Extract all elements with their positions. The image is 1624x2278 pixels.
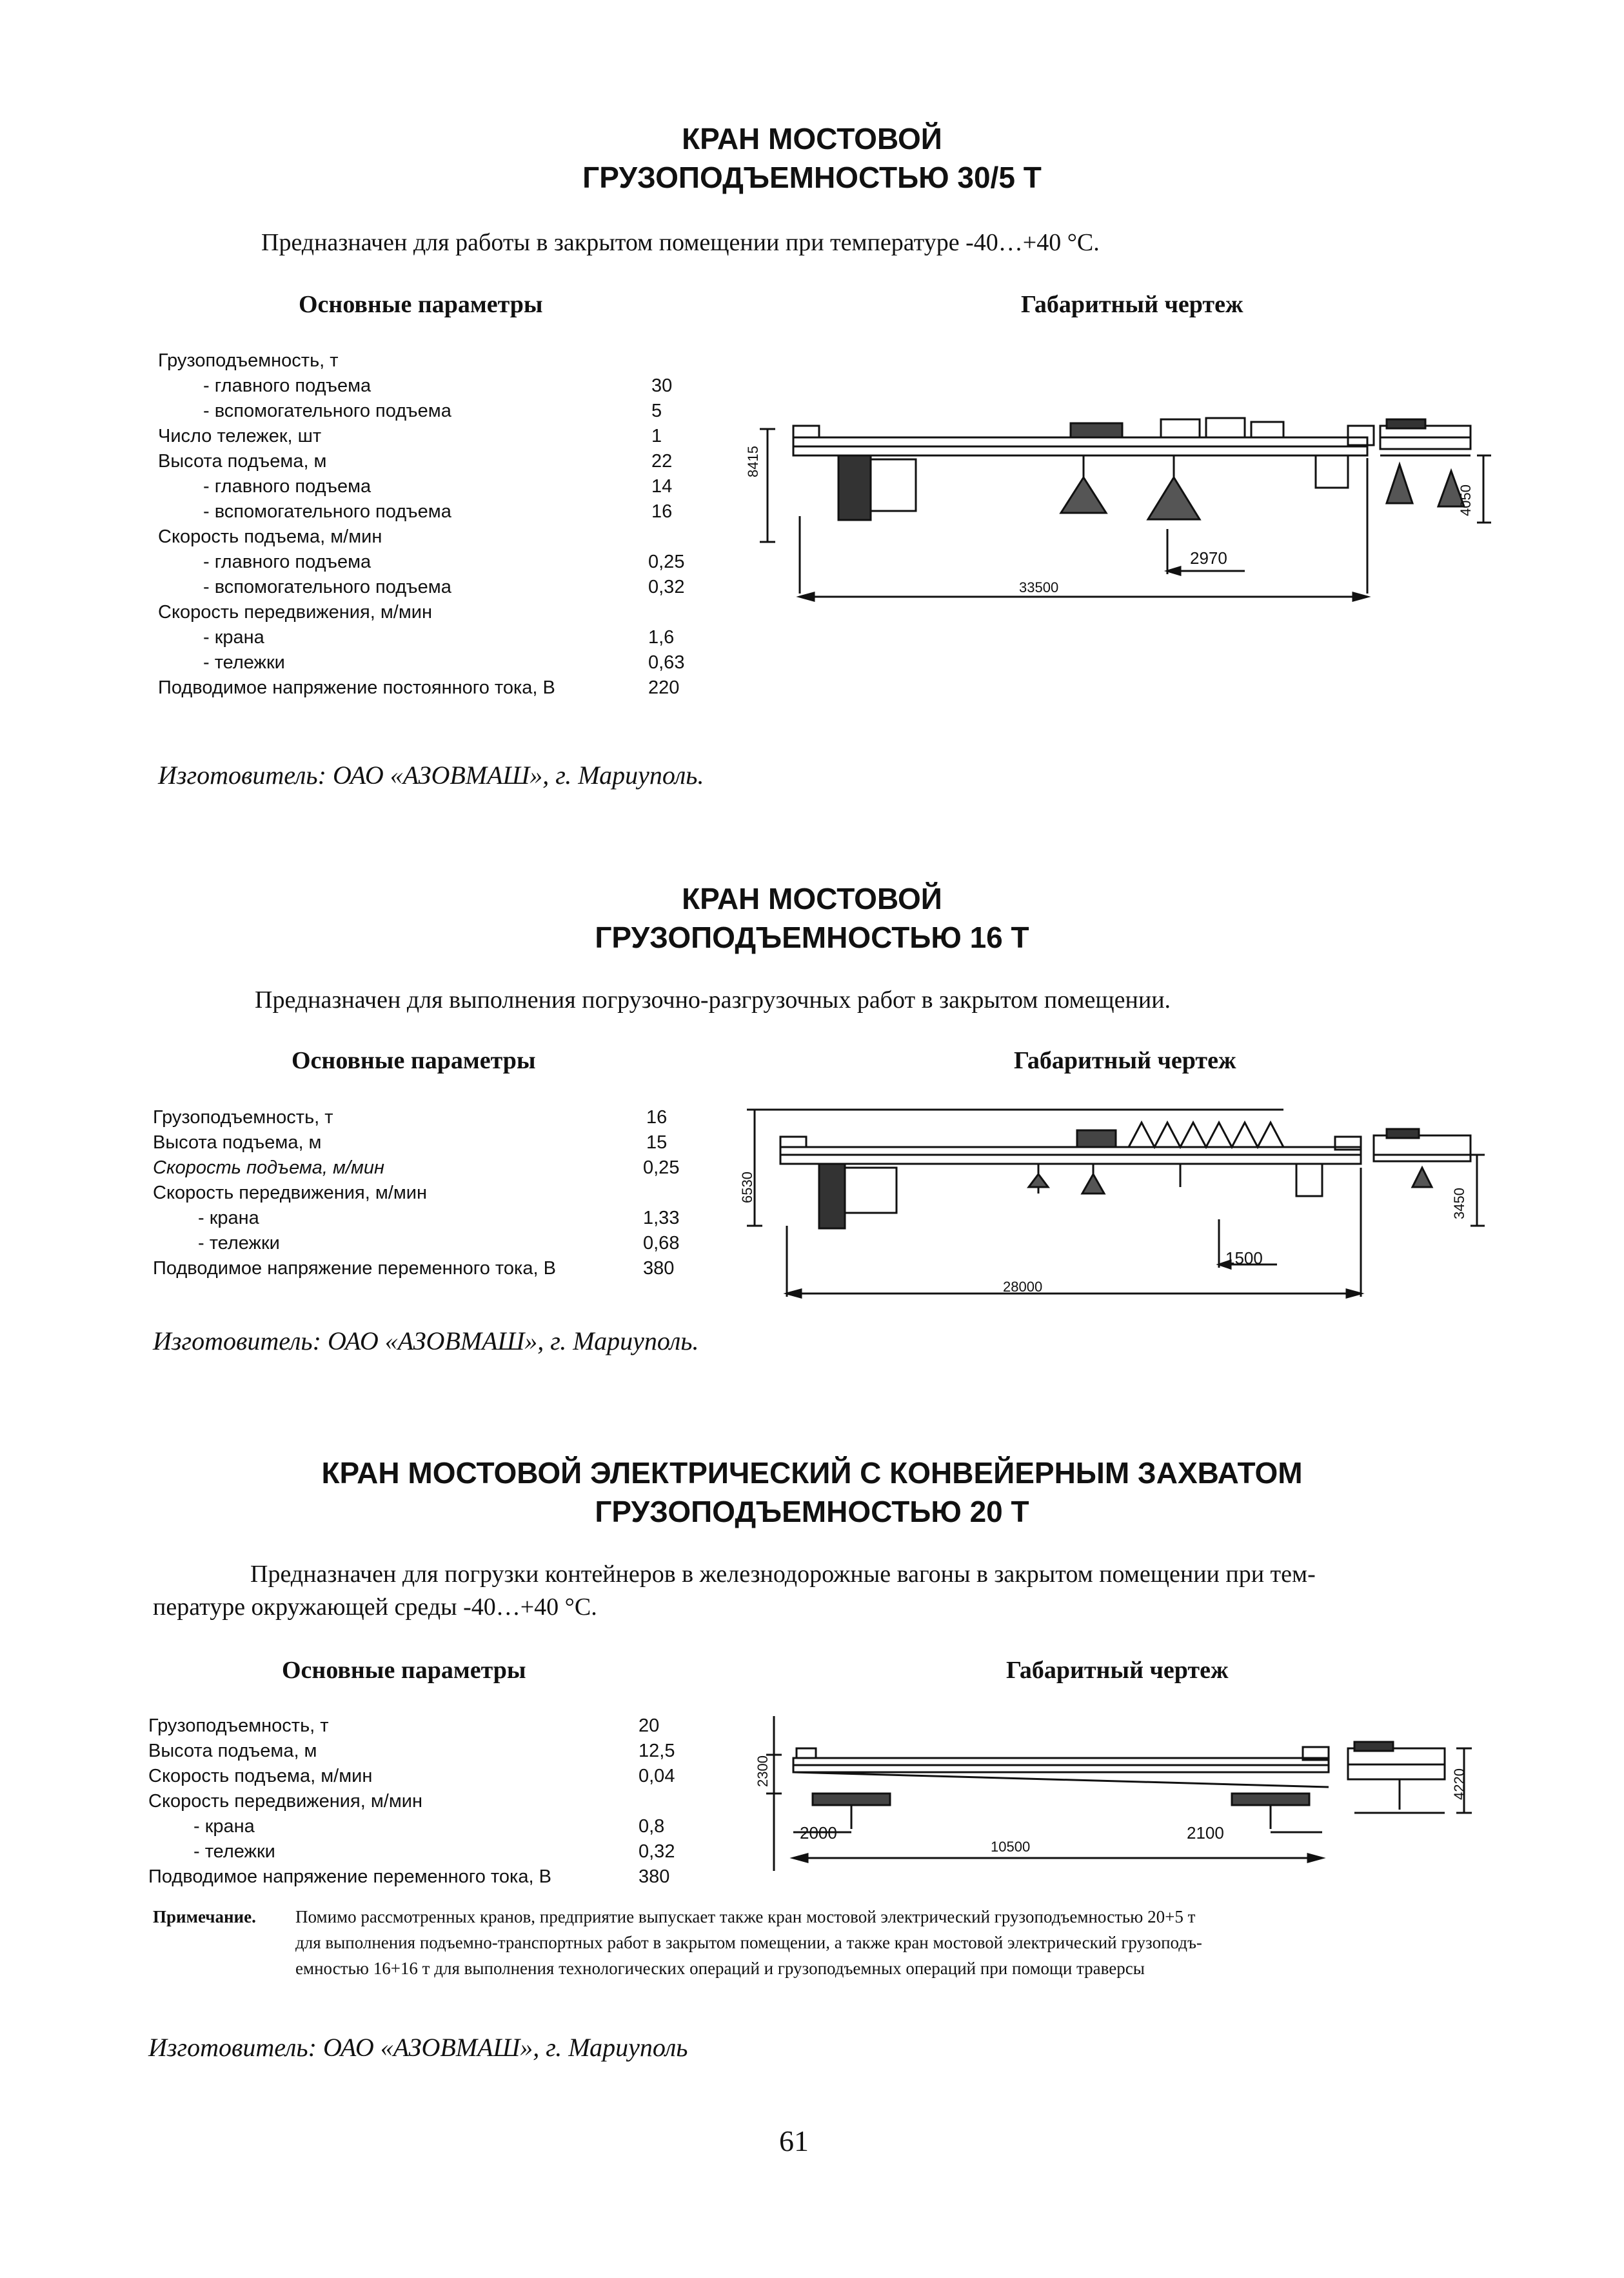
param-row: [153, 1105, 733, 1130]
param-row: [158, 474, 738, 499]
section-3-purpose-line2: пературе окружающей среды -40…+40 °С.: [153, 1594, 597, 1621]
param-label: Скорость передвижения, м/мин: [158, 602, 432, 623]
param-row: [158, 449, 738, 474]
section-1-dimension-drawing: [735, 400, 1496, 619]
param-label: - крана: [203, 627, 264, 648]
param-row: [158, 399, 738, 424]
param-row: [148, 1739, 729, 1764]
param-row: [153, 1181, 733, 1206]
section-2-manufacturer: Изготовитель: ОАО «АЗОВМАШ», г. Мариуполь.: [153, 1326, 699, 1355]
param-value: 0,25: [643, 1157, 680, 1178]
param-value: 5: [651, 401, 662, 421]
param-row: [158, 525, 738, 550]
section-3-left-dim: 2000: [800, 1823, 837, 1843]
param-label: Грузоподъемность, т: [153, 1107, 333, 1128]
param-value: 0,68: [643, 1233, 680, 1254]
param-value: 1,6: [648, 627, 675, 648]
section-2-span-dim: 28000: [1003, 1279, 1043, 1295]
param-row: [158, 424, 738, 449]
section-3-trolley-height-dim: 4220: [1451, 1768, 1467, 1800]
param-label: - главного подъема: [203, 375, 371, 396]
section-3-manufacturer: Изготовитель: ОАО «АЗОВМАШ», г. Мариуполь: [148, 2033, 688, 2062]
param-row: [148, 1839, 729, 1864]
param-label: - вспомогательного подъема: [203, 577, 451, 597]
section-2-purpose: Предназначен для выполнения погрузочно-разгрузочных работ в закрытом помещении.: [255, 986, 1171, 1014]
param-label: Число тележек, шт: [158, 426, 322, 446]
param-label: Скорость подъема, м/мин: [153, 1157, 384, 1178]
param-label: Подводимое напряжение переменного тока, В: [148, 1866, 551, 1887]
note-line-1: Помимо рассмотренных кранов, предприятие выпускает также кран мостовой электрический грузоподъемностью 20+5 т: [295, 1907, 1196, 1926]
param-row: [158, 575, 738, 600]
param-row: [153, 1130, 733, 1155]
param-value: 12,5: [639, 1741, 675, 1761]
section-3-params-heading: Основные параметры: [282, 1657, 526, 1684]
param-label: - крана: [198, 1208, 259, 1228]
section-3-purpose-line1: Предназначен для погрузки контейнеров в железнодорожные вагоны в закрытом помещении при тем-: [250, 1561, 1316, 1588]
section-2-params-table: [153, 1105, 733, 1281]
param-value: 16: [646, 1107, 668, 1128]
param-label: - крана: [193, 1816, 255, 1837]
section-1-span-dim: 33500: [1019, 579, 1059, 595]
param-value: 15: [646, 1132, 668, 1153]
param-value: 380: [643, 1258, 675, 1279]
param-label: - тележки: [193, 1841, 275, 1862]
param-value: 20: [639, 1715, 660, 1736]
section-2-approach-dim: 1500: [1225, 1248, 1263, 1268]
param-label: Скорость подъема, м/мин: [158, 526, 382, 547]
param-label: - тележки: [198, 1233, 280, 1254]
param-label: Скорость подъема, м/мин: [148, 1766, 373, 1786]
section-1-height-dim: 8415: [745, 446, 761, 477]
param-value: 0,04: [639, 1766, 675, 1786]
section-1-params-heading: Основные параметры: [299, 291, 543, 318]
note-label: Примечание.: [153, 1907, 256, 1926]
param-label: - главного подъема: [203, 476, 371, 497]
param-value: 0,32: [639, 1841, 675, 1862]
param-label: Грузоподъемность, т: [158, 350, 339, 371]
section-3-params-table: [148, 1713, 729, 1890]
section-2-trolley-height-dim: 3450: [1451, 1188, 1467, 1219]
param-row: [153, 1155, 733, 1181]
param-row: [148, 1764, 729, 1789]
param-label: Подводимое напряжение переменного тока, В: [153, 1258, 556, 1279]
section-2-title-line1: КРАН МОСТОВОЙ: [682, 882, 942, 915]
section-2-dimension-drawing: [729, 1097, 1490, 1316]
note-line-2: для выполнения подъемно-транспортных работ в закрытом помещении, а также кран мостовой электрический грузоподъ-: [295, 1933, 1202, 1952]
param-value: 380: [639, 1866, 670, 1887]
section-3-title-line2: ГРУЗОПОДЪЕМНОСТЬЮ 20 Т: [595, 1495, 1029, 1528]
param-row: [158, 499, 738, 525]
param-row: [153, 1206, 733, 1231]
param-row: [153, 1256, 733, 1281]
param-label: - главного подъема: [203, 552, 371, 572]
param-row: [158, 625, 738, 650]
param-value: 30: [651, 375, 673, 396]
section-2-params-heading: Основные параметры: [292, 1047, 536, 1074]
param-row: [148, 1814, 729, 1839]
section-1-trolley-height-dim: 4050: [1458, 485, 1474, 516]
param-row: [158, 600, 738, 625]
param-label: - вспомогательного подъема: [203, 501, 451, 522]
page-number: 61: [779, 2124, 809, 2157]
section-3-dimension-drawing: [735, 1703, 1496, 1890]
param-value: 14: [651, 476, 673, 497]
param-row: [153, 1231, 733, 1256]
param-row: [148, 1789, 729, 1814]
param-row: [158, 374, 738, 399]
param-label: - вспомогательного подъема: [203, 401, 451, 421]
section-1-drawing-heading: Габаритный чертеж: [1021, 291, 1243, 318]
param-label: - тележки: [203, 652, 285, 673]
param-label: Высота подъема, м: [148, 1741, 317, 1761]
section-3-title-line1: КРАН МОСТОВОЙ ЭЛЕКТРИЧЕСКИЙ С КОНВЕЙЕРНЫМ ЗАХВАТОМ: [321, 1456, 1303, 1490]
param-row: [148, 1864, 729, 1890]
param-row: [158, 650, 738, 675]
param-value: 0,63: [648, 652, 685, 673]
param-row: [158, 675, 738, 701]
section-1-title-line2: ГРУЗОПОДЪЕМНОСТЬЮ 30/5 Т: [582, 161, 1042, 194]
param-row: [148, 1713, 729, 1739]
note-line-3: емностью 16+16 т для выполнения технологических операций и грузоподъемных операций при помощи траверсы: [295, 1959, 1145, 1978]
section-2-title-line2: ГРУЗОПОДЪЕМНОСТЬЮ 16 Т: [595, 921, 1029, 954]
param-value: 0,8: [639, 1816, 665, 1837]
param-label: Высота подъема, м: [153, 1132, 322, 1153]
param-label: Скорость передвижения, м/мин: [148, 1791, 422, 1812]
param-row: [158, 348, 738, 374]
param-value: 22: [651, 451, 673, 472]
section-1-manufacturer: Изготовитель: ОАО «АЗОВМАШ», г. Мариуполь.: [158, 761, 704, 790]
param-label: Высота подъема, м: [158, 451, 327, 472]
section-1-params-table: [158, 348, 738, 701]
section-1-approach-dim: 2970: [1190, 548, 1227, 568]
section-3-drawing-heading: Габаритный чертеж: [1006, 1657, 1229, 1684]
param-label: Подводимое напряжение постоянного тока, В: [158, 677, 555, 698]
section-3-height-dim: 2300: [755, 1755, 771, 1787]
section-2-drawing-heading: Габаритный чертеж: [1014, 1047, 1236, 1074]
section-3-right-dim: 2100: [1187, 1823, 1224, 1843]
param-value: 1,33: [643, 1208, 680, 1228]
param-value: 0,25: [648, 552, 685, 572]
param-value: 1: [651, 426, 662, 446]
section-1-purpose: Предназначен для работы в закрытом помещении при температуре -40…+40 °С.: [261, 229, 1100, 256]
param-value: 0,32: [648, 577, 685, 597]
section-2-height-dim: 6530: [739, 1172, 755, 1203]
param-row: [158, 550, 738, 575]
param-value: 16: [651, 501, 673, 522]
param-value: 220: [648, 677, 680, 698]
param-label: Скорость передвижения, м/мин: [153, 1183, 427, 1203]
section-3-span-dim: 10500: [991, 1839, 1031, 1855]
param-label: Грузоподъемность, т: [148, 1715, 329, 1736]
section-1-title-line1: КРАН МОСТОВОЙ: [682, 122, 942, 155]
